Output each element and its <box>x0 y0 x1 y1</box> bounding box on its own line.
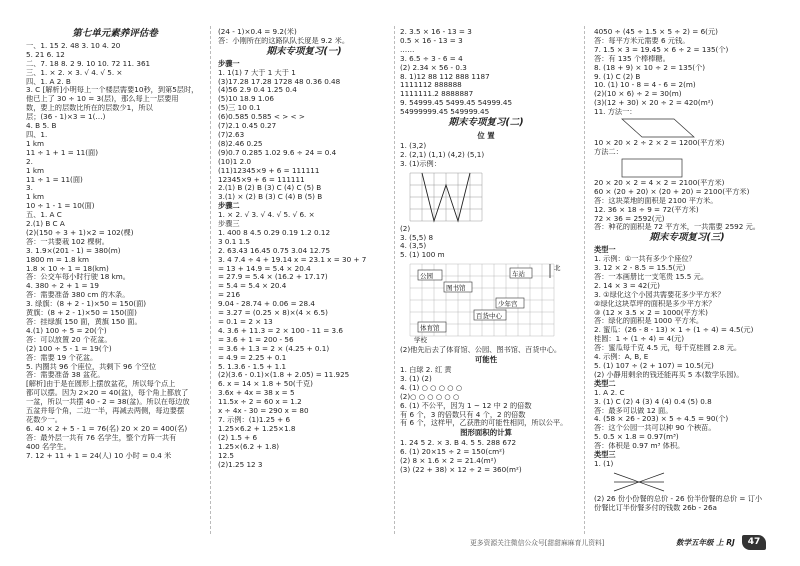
answer-line: 答：每平方米元需要 6 元钱。 <box>594 36 690 45</box>
answer-line: 5. 0.5 × 1.8 = 0.97(m³) <box>594 433 679 442</box>
map-label-station: 车站 <box>512 270 525 279</box>
answer-line: 他已上了 30 ÷ 10 = 3(层)，那么每上一层要用 <box>26 95 179 104</box>
column-2-step1-lines <box>218 69 390 203</box>
position-lines <box>400 142 572 169</box>
answer-line: 10. (1) 10 - 8 = 4 - 6 = 2(m) <box>594 81 696 90</box>
type-3-lines <box>594 460 780 469</box>
answer-line: 8. (18 + 9) × 10 ÷ 2 = 135(个) <box>594 63 706 72</box>
column-2-step2-lines <box>218 211 390 469</box>
answer-line: 黄旗：(8 + 2 - 1)×50 = 150(面) <box>26 309 137 318</box>
grade-label: 数学五年级 上 RJ <box>676 538 735 547</box>
answer-line: 1 km <box>26 166 45 175</box>
method-2-result: 20 × 20 × 2 = 4 × 2 = 2100(平方米) <box>594 178 725 187</box>
answer-line: (2) 100 ÷ 5 - 1 = 19(个) <box>26 344 112 353</box>
answer-line: 11 ÷ 1 = 11(面) <box>26 175 83 184</box>
answer-line: (2) 2.34 × 56 - 0.3 <box>400 63 467 72</box>
answer-line: 1 km <box>26 193 45 202</box>
answer-line: (2) 小静用剩余的钱还能再买 5 本(数学乐园)。 <box>594 370 744 379</box>
answer-line: = 4.9 = 2.25 + 0.1 <box>218 353 287 362</box>
answer-line: (7)2.1 0.45 0.27 <box>218 122 277 131</box>
answer-line: 答：挂绿旗 150 面，黄旗 150 面。 <box>26 318 142 326</box>
map-label-north: 北 <box>554 264 561 273</box>
answer-line: 4.(1) 100 ÷ 5 = 20(个) <box>26 326 107 335</box>
answer-line: (11)12345×9 + 6 = 111111 <box>218 166 320 175</box>
column-4 <box>594 28 780 513</box>
answer-line: 4. (58 × 26 - 203) × 5 ÷ 4.5 = 90(个) <box>594 415 729 424</box>
method-1-figure <box>594 117 744 139</box>
column-2 <box>218 28 390 469</box>
answer-line: 1. 400 8 4.5 0.29 0.19 1.2 0.12 <box>218 228 331 237</box>
answer-line: 2. 蜜瓜：(26 - 8 - 13) × 1 ÷ (1 ÷ 4) = 4.5(元) <box>594 326 754 335</box>
answer-line: 6. x = 14 × 1.8 + 50(千克) <box>218 380 313 389</box>
section-title-review-3: 期末专项复习(三) <box>649 232 725 244</box>
answer-line: (3)17.28 17.28 1728 48 0.36 0.48 <box>218 77 341 86</box>
matching-figure <box>594 469 714 495</box>
method-2-figure <box>594 157 744 179</box>
answer-line: 10 ÷ 1 - 1 = 10(面) <box>26 202 95 211</box>
answer-line: 答：需要准备 380 cm 的木条。 <box>26 291 130 300</box>
answer-line: 0.5 × 16 - 13 = 3 <box>400 36 463 45</box>
answer-line: 12. 36 × 18 ÷ 9 = 72(平方米) <box>594 205 699 214</box>
map-label-park: 公园 <box>420 272 433 281</box>
answer-line: 答：蜜瓜每千克 4.5 元，每千克桂圆 2.8 元。 <box>594 344 742 353</box>
section-title-review-1: 期末专项复习(一) <box>266 45 342 57</box>
answer-line: 有 6 个，3 的倍数只有 4 个，2 的倍数 <box>400 410 526 419</box>
page-number: 47 <box>742 535 766 550</box>
answer-line: 1. × 2. √ 3. √ 4. √ 5. √ 6. × <box>218 211 315 220</box>
area-lines <box>400 439 572 475</box>
answer-line: 7. 1.5 × 3 = 19.45 × 6 ÷ 2 = 135(个) <box>594 45 729 54</box>
answer-line: 答：公交车每小时行驶 18 km。 <box>26 273 130 282</box>
answer-line: 1800 m = 1.8 km <box>26 255 90 264</box>
answer-line: 有 6 个，这样甲，乙获胜的可能性相同，所以公平。 <box>400 419 568 428</box>
answer-line: (9)0.7 0.285 1.02 9.6 ÷ 24 = 0.4 <box>218 148 337 157</box>
answer-line: 一、1. 15 2. 48 3. 10 4. 20 <box>26 41 121 50</box>
subtitle-area: 图形面积的计算 <box>460 428 512 438</box>
answer-line: = 13 + 14.9 = 5.4 × 20.4 <box>218 264 311 273</box>
column-4-mid-lines <box>594 188 780 233</box>
answer-line: (6)0.585 0.585 < > < > <box>218 113 305 122</box>
column-4-top-lines <box>594 28 780 117</box>
answer-line: = 27.9 = 5.4 × (16.2 + 17.17) <box>218 273 328 282</box>
answer-line: 3.(1) × (2) B (3) C (4) B (5) B <box>218 193 323 202</box>
answer-line: 3. (1) (2) <box>400 374 432 383</box>
answer-line: 3. 1.9×(201 - 1) = 380(m) <box>26 246 121 255</box>
answer-line: 12345×9 + 6 = 111111 <box>218 175 305 184</box>
map-label-stadium: 体育馆 <box>420 324 440 333</box>
answer-line: 5. 内圈共 96 个座位，共剩下 96 个空位 <box>26 362 157 371</box>
answer-line: 二、7. 18 8. 2 9. 10 10. 72 11. 361 <box>26 59 151 68</box>
answer-line: 1. (1) <box>594 459 614 468</box>
answer-line: 4. 3.6 + 11.3 = 2 × 100 - 11 = 3.6 <box>218 326 343 335</box>
answer-line: 3. 6.5 ÷ 3 - 6 = 4 <box>400 54 463 63</box>
answer-line: 1. 白球 2. 红 黄 <box>400 366 452 375</box>
answer-line: (2)(10 × 6) ÷ 2 = 30(m) <box>594 90 682 99</box>
answer-line: (2)(3.6 - 0.1)×(1.8 + 2.05) = 11.925 <box>218 371 350 380</box>
answer-line: 7. 示例：(1)1.25 + 6 <box>218 415 291 424</box>
column-4-tail-lines <box>594 495 780 513</box>
answer-line: 2. 14 × 3 = 42(元) <box>594 281 660 290</box>
map-label-youth-palace: 少年宫 <box>498 300 518 309</box>
answer-line: 1. A 2. C <box>594 388 625 397</box>
answer-line: 答：最多可以做 12 面。 <box>594 406 673 415</box>
type-1-lines <box>594 255 780 380</box>
answer-line: ②绿化这块草坪的面积是多少平方米？ <box>594 299 716 308</box>
answer-line: 11.5x ÷ 2 = 60 x = 1.2 <box>218 398 302 407</box>
answer-line: 4. 380 ÷ 2 + 1 = 19 <box>26 282 99 291</box>
answer-line: 1. 1(1) 7 大于 1 大于 1 <box>218 68 296 77</box>
answer-line: (5)三 10 0.1 <box>218 104 261 113</box>
grid-figure <box>400 169 510 225</box>
column-1 <box>26 28 204 461</box>
answer-line: 一盆，所以一共摆 40 - 2 = 38(盆)。所以在每边放 <box>26 398 190 407</box>
answer-line: …… <box>400 45 415 54</box>
map-label-mall: 百货中心 <box>476 312 502 321</box>
answer-line: 步骤三 <box>218 220 240 229</box>
answer-line: [解析]由于是在圆形上摆放盆花，所以每个点上 <box>26 380 176 389</box>
answer-line: 答：小刚所在的这路队队长度是 9.2 米。 <box>218 36 350 45</box>
answer-line: 3. 4 7.4 ÷ 4 + 19.14 x = 23.1 x = 30 + 7 <box>218 255 367 264</box>
answer-line: 54999999.45 549999.45 <box>400 108 490 117</box>
answer-line: (2) 8 × 1.6 × 2 = 21.4(m²) <box>400 457 497 466</box>
answer-line: 5. 21 6. 12 <box>26 50 65 59</box>
answer-line: 答：需要 19 个花盆。 <box>26 353 98 362</box>
column-divider <box>394 26 395 534</box>
answer-line: 答：这块菜地的面积是 2100 平方米。 <box>594 196 718 205</box>
answer-line: 3. 绿旗：(8 + 2 - 1)×50 = 150(面) <box>26 300 147 309</box>
answer-line: 1.25×6.2 + 1.25×1.8 <box>218 424 296 433</box>
answer-line: 3. 12 × 2 - 8.5 = 15.5(元) <box>594 264 686 273</box>
subtitle-possibility: 可能性 <box>474 355 498 365</box>
answer-line: 答：可以放置 20 个花盆。 <box>26 335 112 344</box>
answer-line: 桂圆：1 ÷ (1 ÷ 4) = 4(元) <box>594 335 685 344</box>
answer-line: (8)2.46 0.25 <box>218 139 263 148</box>
answer-line: 5. 1.3.6 - 1.5 + 1.1 <box>218 362 287 371</box>
watermark-text: 更多资源关注微信公众号[甜甜麻麻育儿资料] <box>470 539 605 547</box>
column-1-lines <box>26 42 204 461</box>
answer-line: 3.6x + 4x = 38 x = 5 <box>218 389 295 398</box>
answer-line: x ÷ 4x - 30 = 290 x = 80 <box>218 407 309 416</box>
answer-line: 7. 12 + 11 + 1 = 24(人) 10 小时 = 0.4 米 <box>26 451 172 460</box>
answer-line: 4. 示例：A, B, E <box>594 353 649 362</box>
answer-line: 答：一本画册比一支笔贵 15.5 元。 <box>594 272 709 281</box>
answer-line: 答：最外层一共有 76 名学生，整个方阵一共有 <box>26 433 177 442</box>
answer-line: 9. 54999.45 5499.45 54999.45 <box>400 99 513 108</box>
answer-line: (3)(12 + 30) × 20 ÷ 2 = 420(m²) <box>594 99 714 108</box>
answer-line: 6. (1) 20×15 ÷ 2 = 150(cm²) <box>400 448 505 457</box>
type-2-lines <box>594 389 780 451</box>
column-divider <box>584 26 585 534</box>
answer-line: 2. (2,1) (1,1) (4,2) (5,1) <box>400 150 485 159</box>
answer-line: = 3.6 + 1.3 = 2 × (4.25 + 0.1) <box>218 344 330 353</box>
answer-line: 答：有 135 个棒棒糖。 <box>594 54 670 63</box>
answer-line: 400 名学生。 <box>26 442 71 451</box>
answer-line: 1. 示例：①一共有多少个座位？ <box>594 255 696 264</box>
answer-line: 2.(1) B (2) B (3) C (4) C (5) B <box>218 184 322 193</box>
answer-line: 3. <box>26 184 33 193</box>
answer-line: (7)2.63 <box>218 130 245 139</box>
answer-line: 数，要上的层数比所在的层数少1，所以 <box>26 104 153 113</box>
answer-line: 1111111.2 8888887 <box>400 90 474 99</box>
answer-line: 4. B 5. B <box>26 122 57 131</box>
answer-line: ③ (12 × 3.5 × 2 = 1000(平方米) <box>594 308 708 317</box>
answer-line: (2)(150 ÷ 3 + 1)×2 = 102(棵) <box>26 228 134 237</box>
map-label-library: 图书馆 <box>446 284 466 293</box>
map-label-school: 学校 <box>414 336 427 345</box>
answer-line: 四、1. <box>26 130 48 139</box>
step-1-label: 步骤一 <box>218 58 240 68</box>
answer-line: 1. 24 5 2. × 3. B 4. 5 5. 288 672 <box>400 439 517 448</box>
answer-line: 8. 1)12 88 112 888 1187 <box>400 72 490 81</box>
answer-line: 3. C [解析]小明每上一个楼层需要10秒，到第5层时， <box>26 86 199 95</box>
column-2-top-lines <box>218 28 390 46</box>
column-3-top-lines <box>400 28 572 117</box>
answer-line: (5)10 18.9 1.06 <box>218 95 274 104</box>
answer-line: = 3.27 = (0.25 × 8)×(4 × 6.5) <box>218 309 328 318</box>
answer-line: = 216 <box>218 291 241 300</box>
answer-line: (3) (22 + 38) × 12 ÷ 2 = 360(m²) <box>400 466 522 474</box>
map-answer-lines <box>400 346 572 355</box>
answer-line: = 3.6 + 1 = 200 - 56 <box>218 335 294 344</box>
answer-line: 3. (5,5) 8 <box>400 233 434 242</box>
answer-line: 答：种花的面积是 72 平方米，一共需要 2592 元。 <box>594 223 760 232</box>
answer-line: 9.04 - 28.74 + 0.06 = 28.4 <box>218 300 315 309</box>
column-3 <box>400 28 572 475</box>
answer-line: 3 0.1 1.5 <box>218 237 251 246</box>
answer-line: = 5.4 = 5.4 × 20.4 <box>218 282 287 291</box>
answer-line: 答：这个公园一共可以种 90 个秧苗。 <box>594 424 716 433</box>
answer-line: 答：一共要栽 102 棵树。 <box>26 237 109 246</box>
answer-line: 2. 63.43 16.45 0.75 3.04 12.75 <box>218 246 331 255</box>
answer-line: 答：需要准备 38 盆花。 <box>26 371 105 380</box>
answer-line: 9. (1) C (2) B <box>594 72 641 81</box>
answer-line: 四、1. A 2. B <box>26 77 71 86</box>
type-1-label: 类型一 <box>594 245 616 255</box>
method-1-result: 10 × 20 × 2 ÷ 2 × 2 = 1200(平方米) <box>594 139 725 148</box>
position-lines-2 <box>400 225 572 261</box>
answer-line: (2)○ ○ ○ ○ ○ ○ <box>400 392 460 401</box>
answer-line: (2)1.25 12 3 <box>218 460 263 469</box>
answer-line: 60 × (20 + 20) × (20 + 20) = 2100(平方米) <box>594 187 750 196</box>
answer-line: (10)1 2.0 <box>218 157 252 166</box>
answer-line: 72 × 36 = 2592(元) <box>594 214 665 223</box>
answer-line: 2. <box>26 157 33 166</box>
answer-line: 2.(1) B C A <box>26 220 65 229</box>
subtitle-position: 位 置 <box>477 130 495 140</box>
answer-line: 4. (3,5) <box>400 242 427 251</box>
possibility-lines <box>400 366 572 428</box>
answer-line: 1. (3,2) <box>400 141 427 150</box>
answer-line: 6. (1) 不公平，因为 1 ~ 12 中 2 的倍数 <box>400 401 532 410</box>
answer-line: 11. 方法一： <box>594 108 637 117</box>
answer-line: (4)56 2.9 0.4 1.25 0.4 <box>218 86 297 95</box>
step-2-label: 步骤二 <box>218 201 240 211</box>
answer-line: 答：体积是 0.97 m³ 体积。 <box>594 442 685 451</box>
page-footer <box>470 536 790 550</box>
answer-line: (2) 1.5 + 6 <box>218 433 258 442</box>
answer-line: 1111112 888888 <box>400 81 462 90</box>
answer-line: (2) <box>400 224 411 233</box>
answer-line: 五、1. A C <box>26 211 62 220</box>
answer-line: 1.25×(6.2 + 1.8) <box>218 442 280 451</box>
answer-line: 层；(36 - 1)×3 = 1(…) <box>26 113 106 122</box>
answer-line: 花数少一。 <box>26 415 62 424</box>
type-2-label: 类型二 <box>594 378 616 388</box>
section-title-review-2: 期末专项复习(二) <box>448 117 524 129</box>
answer-line: 3. (1)示例： <box>400 159 441 168</box>
answer-line: = 0.1 = 2 × 13 <box>218 318 273 326</box>
type-3-label: 类型三 <box>594 450 616 460</box>
answer-line: 5. (1) 107 ÷ (2 + 107) = 10.5(元) <box>594 362 714 370</box>
answer-line: 份餐比订半份餐多付的钱数 26b - 26a <box>594 503 717 512</box>
answer-line: 3. ①绿化这个小园共需要花多少平方米？ <box>594 290 725 299</box>
answer-line: 5. (1) 100 m <box>400 251 445 260</box>
answer-line: 答：绿化的面积是 1000 平方米。 <box>594 317 704 326</box>
answer-line: 4050 ÷ (45 ÷ 1.5 × 5 ÷ 2) = 6(元) <box>594 28 718 36</box>
answer-line: 6. 40 × 2 + 5 - 1 = 76(名) 20 × 20 = 400(名) <box>26 424 188 433</box>
answer-line: (2) 26 份小份餐的总价 - 26 份半份餐的总价 = 订小 <box>594 494 763 503</box>
section-title-unit7: 第七单元素养评估卷 <box>72 28 158 39</box>
answer-line: 12.5 <box>218 451 235 460</box>
answer-line: 1 km <box>26 139 45 148</box>
answer-line: (24 - 1)×0.4 = 9.2(米) <box>218 28 297 36</box>
answer-line: 三、1. × 2. × 3. √ 4. √ 5. × <box>26 68 123 77</box>
answer-line: 11 ÷ 1 + 1 = 11(面) <box>26 148 99 157</box>
map-figure <box>400 260 570 346</box>
answer-line: (2)他先后去了体育馆、公园、图书馆、百货中心。 <box>400 346 562 355</box>
method-2-label: 方法二： <box>594 147 623 156</box>
answer-line: 2. 3.5 × 16 - 13 = 3 <box>400 28 472 36</box>
column-divider <box>210 26 211 534</box>
answer-line: 1.8 × 10 ÷ 1 = 18(km) <box>26 264 109 273</box>
answer-line: 都可以摆。因为 2×20 = 40(盆)，每个角上都放了 <box>26 389 189 398</box>
answer-line: 五盆并每个角，二边一半，再减去两侧，每边要摆 <box>26 407 185 416</box>
answer-line: 3. (1) C (2) 4 (3) 4 (4) 0.4 (5) 0.8 <box>594 397 712 406</box>
answer-line: 4. (1) ○ ○ ○ ○ ○ <box>400 383 463 392</box>
